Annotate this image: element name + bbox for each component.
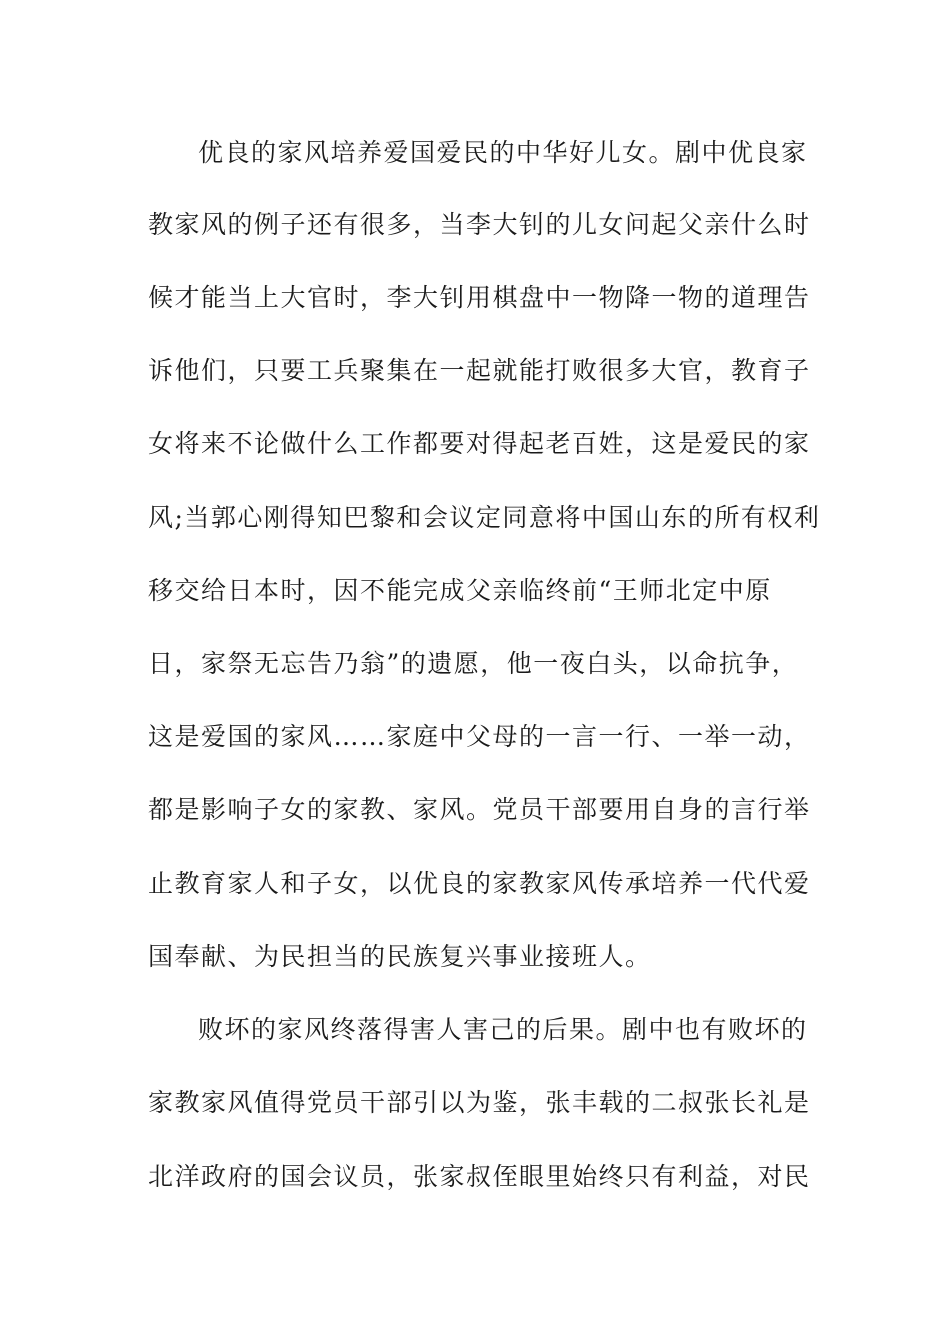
paragraph-line: 教家风的例子还有很多，当李大钊的儿女问起父亲什么时 <box>148 210 811 239</box>
paragraph-line: 诉他们，只要工兵聚集在一起就能打败很多大官，教育子 <box>148 356 811 385</box>
paragraph-line: 风;当郭心刚得知巴黎和会议定同意将中国山东的所有权利 <box>148 503 821 532</box>
paragraph-line: 国奉献、为民担当的民族复兴事业接班人。 <box>148 942 652 971</box>
paragraph-line: 日，家祭无忘告乃翁”的遗愿，他一夜白头，以命抗争， <box>148 649 799 678</box>
paragraph-line: 移交给日本时，因不能完成父亲临终前“王师北定中原 <box>148 576 772 605</box>
paragraph-line: 这是爱国的家风……家庭中父母的一言一行、一举一动， <box>148 722 811 751</box>
paragraph-line: 候才能当上大官时，李大钊用棋盘中一物降一物的道理告 <box>148 283 811 312</box>
paragraph-line: 女将来不论做什么工作都要对得起老百姓，这是爱民的家 <box>148 429 811 458</box>
paragraph-line: 都是影响子女的家教、家风。党员干部要用自身的言行举 <box>148 795 811 824</box>
paragraph-line: 败坏的家风终落得害人害己的后果。剧中也有败坏的 <box>198 1015 808 1044</box>
paragraph-line: 北洋政府的国会议员，张家叔侄眼里始终只有利益，对民 <box>148 1162 811 1191</box>
paragraph-line: 优良的家风培养爱国爱民的中华好儿女。剧中优良家 <box>198 138 808 167</box>
paragraph-line: 止教育家人和子女，以优良的家教家风传承培养一代代爱 <box>148 869 811 898</box>
paragraph-line: 家教家风值得党员干部引以为鉴，张丰载的二叔张长礼是 <box>148 1088 811 1117</box>
